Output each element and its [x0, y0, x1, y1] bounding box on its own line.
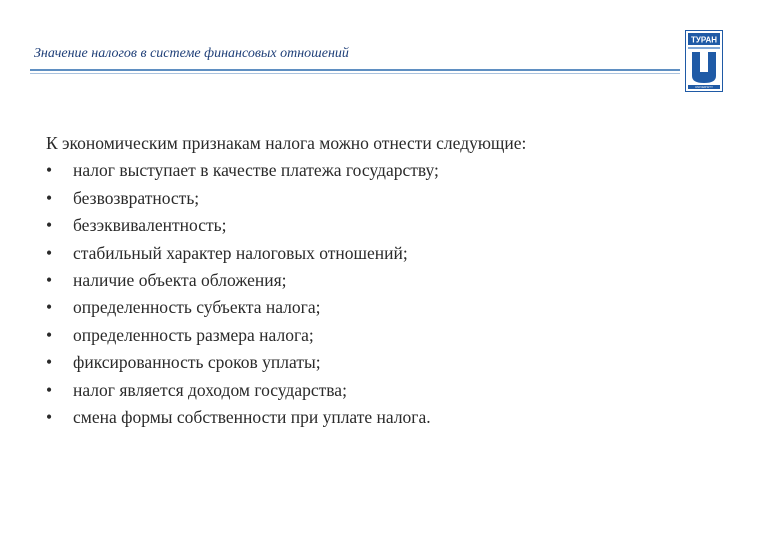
list-item: [46, 212, 746, 239]
list-item-text: определенность размера налога;: [73, 324, 314, 345]
header-divider: [30, 69, 680, 71]
bullet-icon: •: [46, 215, 53, 236]
list-item-text: фиксированность сроков уплаты;: [73, 352, 321, 373]
bullet-icon: •: [46, 187, 53, 208]
intro-text: К экономическим признакам налога можно отнести следующие:: [46, 133, 527, 153]
bullet-icon: •: [46, 297, 53, 318]
bullet-icon: •: [46, 324, 53, 345]
list-item: [46, 294, 746, 321]
list-item: [46, 240, 746, 267]
bullet-icon: •: [46, 160, 53, 181]
list-item-text: смена формы собственности при уплате налога.: [73, 407, 431, 428]
bullet-icon: •: [46, 407, 53, 428]
list-item: [46, 267, 746, 294]
logo-text-bottom: UNIVERSITY: [694, 85, 714, 90]
bullet-icon: •: [46, 379, 53, 400]
bullet-list: [46, 157, 746, 431]
list-item-text: наличие объекта обложения;: [73, 270, 287, 291]
list-item-text: налог является доходом государства;: [73, 379, 347, 400]
list-item: [46, 185, 746, 212]
list-item-text: налог выступает в качестве платежа государству;: [73, 160, 439, 181]
list-item-text: безвозвратность;: [73, 187, 200, 208]
slide-body: [46, 130, 746, 431]
turan-university-logo: [685, 30, 723, 92]
list-item-text: безэквивалентность;: [73, 215, 227, 236]
bullet-icon: •: [46, 242, 53, 263]
header-divider-thin: [30, 73, 680, 74]
list-item: [46, 349, 746, 376]
list-item-text: стабильный характер налоговых отношений;: [73, 242, 408, 263]
list-item: [46, 377, 746, 404]
bullet-icon: •: [46, 352, 53, 373]
list-item: [46, 404, 746, 431]
list-item-text: определенность субъекта налога;: [73, 297, 321, 318]
list-item: [46, 322, 746, 349]
logo-graphic: [685, 30, 723, 92]
slide-title: Значение налогов в системе финансовых отношений: [34, 46, 349, 61]
logo-text-top: ТУРАН: [690, 35, 718, 45]
list-item: [46, 157, 746, 184]
bullet-icon: •: [46, 270, 53, 291]
